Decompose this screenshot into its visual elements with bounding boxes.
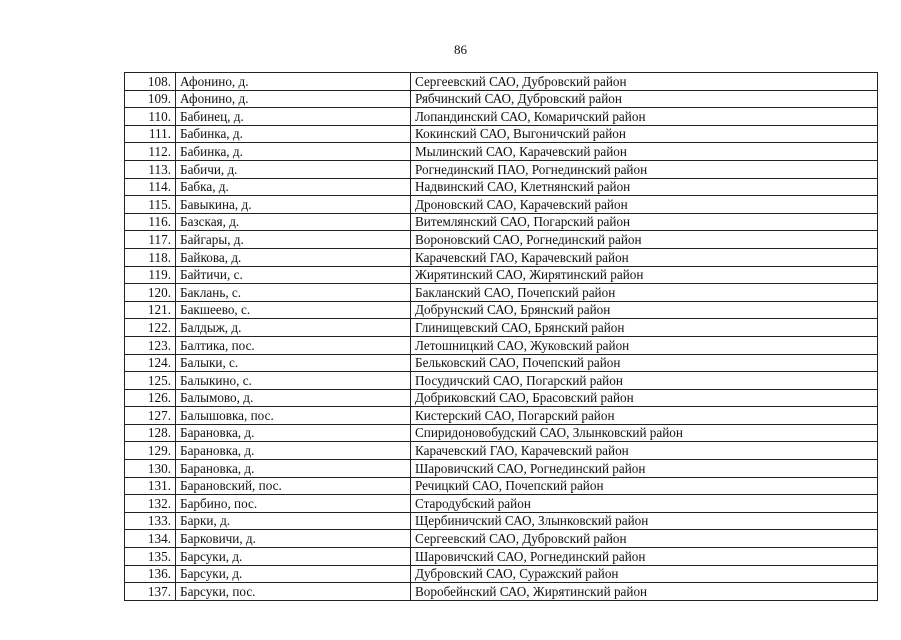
settlement-name-cell: Барбино, пос. [176, 495, 411, 513]
settlement-name-cell: Барсуки, д. [176, 565, 411, 583]
row-number-cell: 113. [125, 160, 176, 178]
settlement-name-cell: Балтика, пос. [176, 336, 411, 354]
district-cell: Сергеевский САО, Дубровский район [411, 530, 878, 548]
district-cell: Карачевский ГАО, Карачевский район [411, 442, 878, 460]
table-row [125, 90, 878, 108]
table-row [125, 143, 878, 161]
district-cell: Спиридоновобудский САО, Злынковский район [411, 424, 878, 442]
row-number-cell: 127. [125, 407, 176, 425]
district-cell: Вороновский САО, Рогнединский район [411, 231, 878, 249]
district-cell: Добрунский САО, Брянский район [411, 301, 878, 319]
settlement-name-cell: Балыки, с. [176, 354, 411, 372]
table-row [125, 512, 878, 530]
table-row [125, 372, 878, 390]
settlement-name-cell: Барсуки, пос. [176, 583, 411, 601]
table-row [125, 336, 878, 354]
settlement-name-cell: Афонино, д. [176, 90, 411, 108]
row-number-cell: 123. [125, 336, 176, 354]
district-cell: Бельковский САО, Почепский район [411, 354, 878, 372]
row-number-cell: 132. [125, 495, 176, 513]
row-number-cell: 126. [125, 389, 176, 407]
district-cell: Речицкий САО, Почепский район [411, 477, 878, 495]
row-number-cell: 120. [125, 284, 176, 302]
row-number-cell: 124. [125, 354, 176, 372]
table-row [125, 389, 878, 407]
settlement-name-cell: Бабинка, д. [176, 125, 411, 143]
district-cell: Витемлянский САО, Погарский район [411, 213, 878, 231]
table-row [125, 407, 878, 425]
district-cell: Стародубский район [411, 495, 878, 513]
district-cell: Бакланский САО, Почепский район [411, 284, 878, 302]
district-cell: Посудичский САО, Погарский район [411, 372, 878, 390]
table-row [125, 530, 878, 548]
district-cell: Сергеевский САО, Дубровский район [411, 73, 878, 91]
row-number-cell: 119. [125, 266, 176, 284]
table-row [125, 160, 878, 178]
table-row [125, 248, 878, 266]
row-number-cell: 110. [125, 108, 176, 126]
district-cell: Лопандинский САО, Комаричский район [411, 108, 878, 126]
table-row [125, 73, 878, 91]
settlement-name-cell: Бабинец, д. [176, 108, 411, 126]
table-row [125, 442, 878, 460]
settlement-name-cell: Барановка, д. [176, 424, 411, 442]
settlement-name-cell: Балышовка, пос. [176, 407, 411, 425]
district-cell: Рябчинский САО, Дубровский район [411, 90, 878, 108]
settlement-name-cell: Балдыж, д. [176, 319, 411, 337]
row-number-cell: 118. [125, 248, 176, 266]
settlement-name-cell: Барановка, д. [176, 460, 411, 478]
row-number-cell: 121. [125, 301, 176, 319]
row-number-cell: 134. [125, 530, 176, 548]
settlement-name-cell: Бавыкина, д. [176, 196, 411, 214]
table-body [125, 73, 878, 601]
row-number-cell: 136. [125, 565, 176, 583]
district-cell: Добриковский САО, Брасовский район [411, 389, 878, 407]
settlement-name-cell: Барсуки, д. [176, 548, 411, 566]
district-cell: Летошницкий САО, Жуковский район [411, 336, 878, 354]
settlement-name-cell: Балымово, д. [176, 389, 411, 407]
district-cell: Дубровский САО, Суражский район [411, 565, 878, 583]
settlement-name-cell: Бабичи, д. [176, 160, 411, 178]
table-row [125, 231, 878, 249]
table-row [125, 424, 878, 442]
row-number-cell: 125. [125, 372, 176, 390]
district-cell: Надвинский САО, Клетнянский район [411, 178, 878, 196]
row-number-cell: 128. [125, 424, 176, 442]
district-cell: Шаровичский САО, Рогнединский район [411, 548, 878, 566]
settlement-name-cell: Барки, д. [176, 512, 411, 530]
settlement-name-cell: Балыкино, с. [176, 372, 411, 390]
table-row [125, 196, 878, 214]
settlement-name-cell: Байтичи, с. [176, 266, 411, 284]
settlement-name-cell: Барановский, пос. [176, 477, 411, 495]
district-cell: Кокинский САО, Выгоничский район [411, 125, 878, 143]
district-cell: Дроновский САО, Карачевский район [411, 196, 878, 214]
district-cell: Рогнединский ПАО, Рогнединский район [411, 160, 878, 178]
row-number-cell: 129. [125, 442, 176, 460]
settlement-name-cell: Барановка, д. [176, 442, 411, 460]
settlement-name-cell: Байкова, д. [176, 248, 411, 266]
district-cell: Карачевский ГАО, Карачевский район [411, 248, 878, 266]
table-row [125, 301, 878, 319]
settlement-name-cell: Барковичи, д. [176, 530, 411, 548]
district-cell: Щербиничский САО, Злынковский район [411, 512, 878, 530]
settlement-name-cell: Бакшеево, с. [176, 301, 411, 319]
settlement-name-cell: Баклань, с. [176, 284, 411, 302]
row-number-cell: 111. [125, 125, 176, 143]
district-cell: Жирятинский САО, Жирятинский район [411, 266, 878, 284]
table-row [125, 583, 878, 601]
row-number-cell: 112. [125, 143, 176, 161]
settlement-name-cell: Афонино, д. [176, 73, 411, 91]
district-cell: Шаровичский САО, Рогнединский район [411, 460, 878, 478]
row-number-cell: 135. [125, 548, 176, 566]
settlements-table [124, 72, 878, 601]
row-number-cell: 116. [125, 213, 176, 231]
table-row [125, 319, 878, 337]
district-cell: Мылинский САО, Карачевский район [411, 143, 878, 161]
table-row [125, 178, 878, 196]
row-number-cell: 122. [125, 319, 176, 337]
table-row [125, 565, 878, 583]
table-row [125, 284, 878, 302]
row-number-cell: 130. [125, 460, 176, 478]
table-row [125, 460, 878, 478]
row-number-cell: 114. [125, 178, 176, 196]
district-cell: Кистерский САО, Погарский район [411, 407, 878, 425]
table-row [125, 477, 878, 495]
page-number: 86 [454, 42, 467, 57]
row-number-cell: 115. [125, 196, 176, 214]
table-row [125, 125, 878, 143]
row-number-cell: 131. [125, 477, 176, 495]
row-number-cell: 109. [125, 90, 176, 108]
row-number-cell: 117. [125, 231, 176, 249]
district-cell: Глинищевский САО, Брянский район [411, 319, 878, 337]
row-number-cell: 108. [125, 73, 176, 91]
table-row [125, 548, 878, 566]
settlement-name-cell: Байгары, д. [176, 231, 411, 249]
table-row [125, 213, 878, 231]
table-row [125, 108, 878, 126]
settlement-name-cell: Базская, д. [176, 213, 411, 231]
settlement-name-cell: Бабка, д. [176, 178, 411, 196]
district-cell: Воробейнский САО, Жирятинский район [411, 583, 878, 601]
table-row [125, 266, 878, 284]
row-number-cell: 133. [125, 512, 176, 530]
table-row [125, 495, 878, 513]
table-row [125, 354, 878, 372]
row-number-cell: 137. [125, 583, 176, 601]
settlement-name-cell: Бабинка, д. [176, 143, 411, 161]
